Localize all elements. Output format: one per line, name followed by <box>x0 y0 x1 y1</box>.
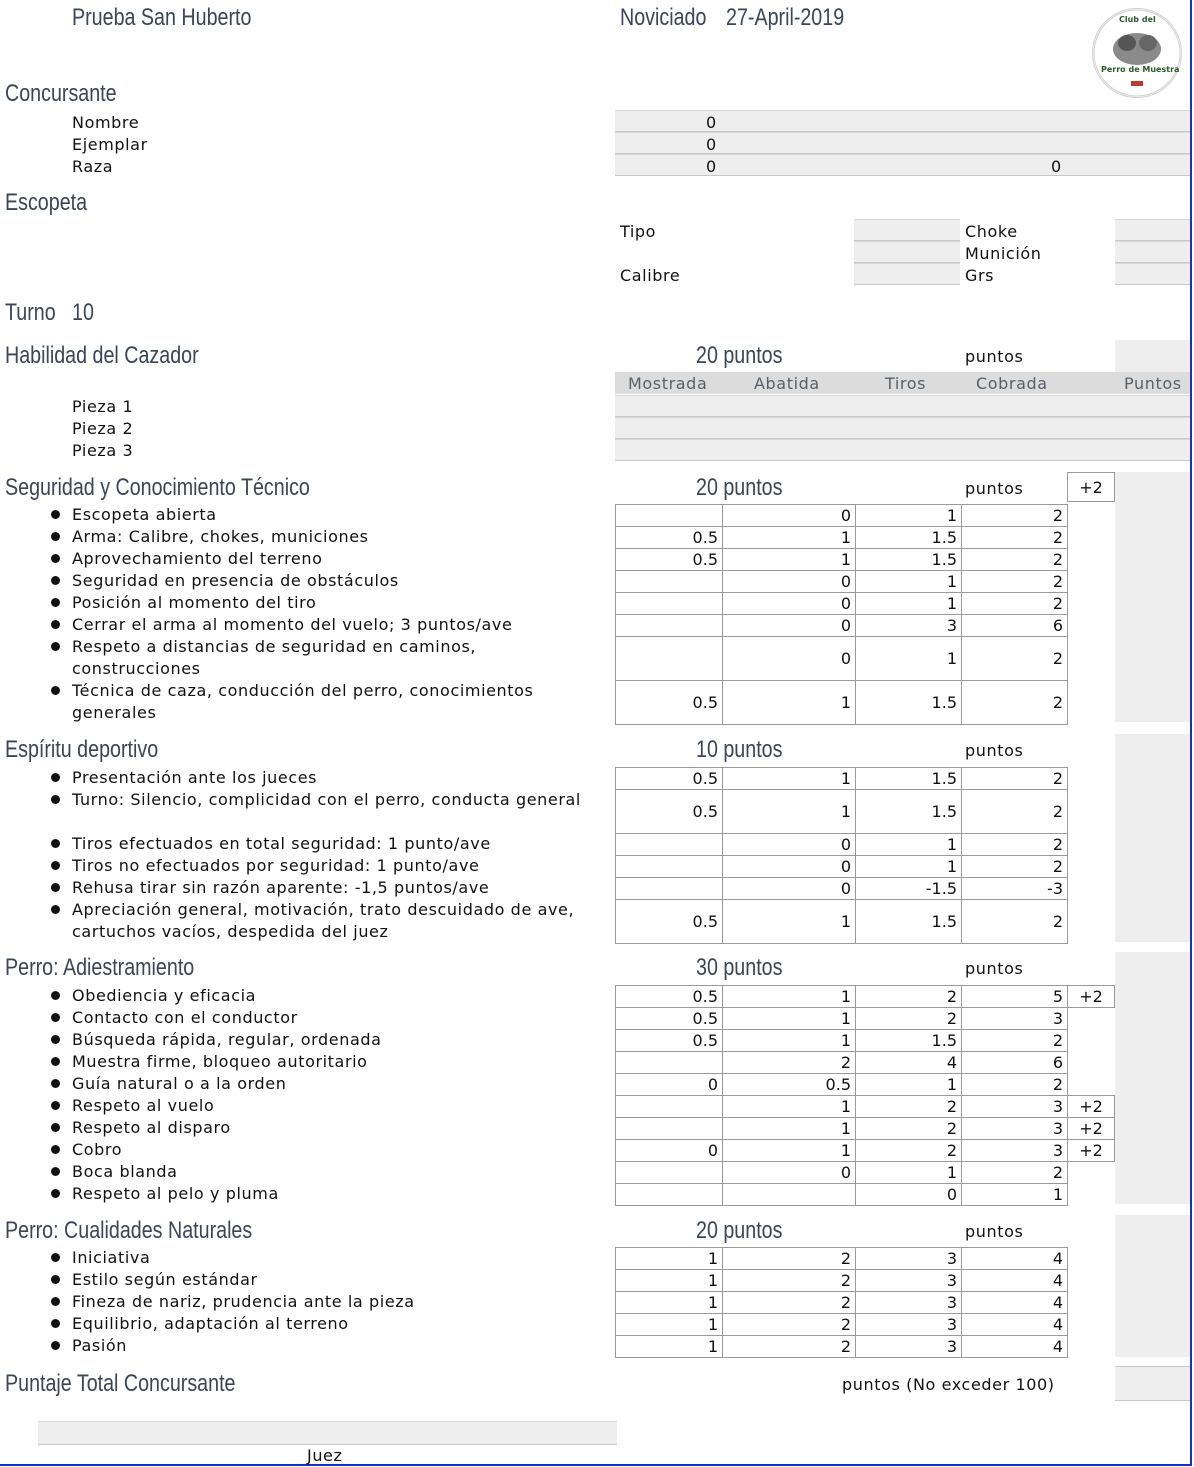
grs-field[interactable] <box>1115 263 1190 285</box>
cualidades-score-option[interactable]: 3 <box>855 1313 962 1336</box>
total-note: puntos (No exceder 100) <box>842 1375 1055 1394</box>
bullet-icon <box>51 532 60 541</box>
adiestramiento-item-label: Contacto con el conductor <box>72 1008 298 1027</box>
juez-signature-field[interactable] <box>38 1421 617 1445</box>
choke-field[interactable] <box>1115 219 1190 241</box>
adiestramiento-bonus[interactable]: +2 <box>1067 1117 1115 1140</box>
adiestramiento-bonus[interactable]: +2 <box>1067 985 1115 1008</box>
espiritu-score-option[interactable]: 1 <box>722 789 856 834</box>
bullet-icon <box>51 1101 60 1110</box>
adiestramiento-score-column[interactable] <box>1115 952 1190 1204</box>
ejemplar-label: Ejemplar <box>72 135 148 154</box>
bullet-icon <box>51 905 60 914</box>
pieza-2-row[interactable] <box>615 417 1190 439</box>
adiestramiento-max: 30 puntos <box>696 954 783 981</box>
col-cobrada: Cobrada <box>976 374 1048 393</box>
adiestramiento-score-option[interactable] <box>615 1051 723 1074</box>
pieza-2-label: Pieza 2 <box>72 419 134 438</box>
adiestramiento-heading: Perro: Adiestramiento <box>5 954 195 981</box>
pieza-1-row[interactable] <box>615 395 1190 417</box>
seguridad-item-label: Respeto a distancias de seguridad en caminos, <box>72 637 477 656</box>
cualidades-score-option[interactable]: 2 <box>722 1313 856 1336</box>
cualidades-score-option[interactable]: 2 <box>722 1291 856 1314</box>
habilidad-puntos-label: puntos <box>965 347 1024 366</box>
adiestramiento-item-label: Muestra firme, bloqueo autoritario <box>72 1052 368 1071</box>
cualidades-score-column[interactable] <box>1115 1215 1190 1357</box>
adiestramiento-item-label: Boca blanda <box>72 1162 178 1181</box>
raza-value: 0 <box>706 157 717 176</box>
adiestramiento-score-option[interactable]: 0.5 <box>615 1007 723 1030</box>
concursante-heading: Concursante <box>5 80 117 107</box>
espiritu-score-option[interactable] <box>615 877 723 900</box>
adiestramiento-score-option[interactable]: 0.5 <box>722 1073 856 1096</box>
cualidades-score-option[interactable]: 3 <box>855 1291 962 1314</box>
bullet-icon <box>51 861 60 870</box>
cualidades-score-option[interactable]: 1 <box>615 1335 723 1358</box>
espiritu-score-option[interactable]: -3 <box>961 877 1068 900</box>
adiestramiento-score-option[interactable]: 1 <box>855 1073 962 1096</box>
form-title: Prueba San Huberto <box>72 4 252 31</box>
bullet-icon <box>51 1079 60 1088</box>
seguridad-score-option[interactable] <box>615 504 723 527</box>
cualidades-puntos-label: puntos <box>965 1222 1024 1241</box>
seguridad-score-option[interactable]: 2 <box>961 504 1068 527</box>
seguridad-score-option[interactable] <box>615 614 723 637</box>
seguridad-item-label: Seguridad en presencia de obstáculos <box>72 571 399 590</box>
seguridad-score-option[interactable]: 0 <box>722 592 856 615</box>
espiritu-item-label: Turno: Silencio, complicidad con el perro, conducta general <box>72 790 581 809</box>
espiritu-item-label: Apreciación general, motivación, trato descuidado de ave, <box>72 900 575 919</box>
cualidades-score-option[interactable]: 4 <box>961 1291 1068 1314</box>
adiestramiento-item-label: Respeto al disparo <box>72 1118 231 1137</box>
adiestramiento-score-option[interactable] <box>615 1161 723 1184</box>
espiritu-score-option[interactable]: 1.5 <box>855 789 962 834</box>
espiritu-score-option[interactable]: 2 <box>961 899 1068 944</box>
seguridad-item-label: Escopeta abierta <box>72 505 217 524</box>
seguridad-score-option[interactable]: 0.5 <box>615 526 723 549</box>
espiritu-item-label: Tiros no efectuados por seguridad: 1 punto/ave <box>72 856 480 875</box>
seguridad-score-option[interactable]: 1.5 <box>855 526 962 549</box>
seguridad-item-label: Cerrar el arma al momento del vuelo; 3 puntos/ave <box>72 615 513 634</box>
cualidades-score-option[interactable]: 2 <box>722 1247 856 1270</box>
adiestramiento-score-option[interactable] <box>722 1183 856 1206</box>
espiritu-item-label-cont: cartuchos vacíos, despedida del juez <box>72 922 389 941</box>
seguridad-score-option[interactable]: 2 <box>961 636 1068 681</box>
nombre-label: Nombre <box>72 113 140 132</box>
espiritu-score-option[interactable]: 0 <box>722 833 856 856</box>
seguridad-score-option[interactable]: 0.5 <box>615 548 723 571</box>
adiestramiento-score-option[interactable]: 6 <box>961 1051 1068 1074</box>
nombre-value: 0 <box>706 113 717 132</box>
adiestramiento-score-option[interactable]: 1 <box>722 1117 856 1140</box>
bullet-icon <box>51 1167 60 1176</box>
cualidades-score-option[interactable]: 1 <box>615 1313 723 1336</box>
seguridad-score-option[interactable] <box>615 636 723 681</box>
adiestramiento-score-option[interactable] <box>615 1183 723 1206</box>
espiritu-score-option[interactable]: 0 <box>722 877 856 900</box>
bullet-icon <box>51 642 60 651</box>
adiestramiento-score-option[interactable]: 2 <box>961 1161 1068 1184</box>
seguridad-score-option[interactable]: 2 <box>961 526 1068 549</box>
municion-label: Munición <box>965 244 1042 263</box>
adiestramiento-score-option[interactable]: 2 <box>961 1073 1068 1096</box>
adiestramiento-bonus[interactable]: +2 <box>1067 1139 1115 1162</box>
bullet-icon <box>51 686 60 695</box>
bullet-icon <box>51 795 60 804</box>
bullet-icon <box>51 1319 60 1328</box>
seguridad-item-label-cont: construcciones <box>72 659 201 678</box>
adiestramiento-score-option[interactable]: 0 <box>615 1073 723 1096</box>
adiestramiento-score-option[interactable]: 1 <box>722 1029 856 1052</box>
espiritu-max: 10 puntos <box>696 736 783 763</box>
espiritu-score-option[interactable]: 2 <box>961 855 1068 878</box>
adiestramiento-score-option[interactable]: 3 <box>961 1095 1068 1118</box>
espiritu-score-option[interactable]: 1.5 <box>855 899 962 944</box>
raza-label: Raza <box>72 157 114 176</box>
pieza-3-label: Pieza 3 <box>72 441 134 460</box>
espiritu-item-label: Tiros efectuados en total seguridad: 1 punto/ave <box>72 834 491 853</box>
adiestramiento-score-option[interactable]: 2 <box>855 1007 962 1030</box>
calibre-label: Calibre <box>620 266 681 285</box>
adiestramiento-score-option[interactable] <box>615 1095 723 1118</box>
bullet-icon <box>51 598 60 607</box>
adiestramiento-score-option[interactable]: 0 <box>722 1161 856 1184</box>
adiestramiento-score-option[interactable]: 1 <box>722 1139 856 1162</box>
espiritu-score-option[interactable]: 2 <box>961 767 1068 790</box>
pieza-1-label: Pieza 1 <box>72 397 134 416</box>
adiestramiento-score-option[interactable]: 0 <box>615 1139 723 1162</box>
juez-label: Juez <box>307 1446 343 1465</box>
cualidades-score-option[interactable]: 1 <box>615 1247 723 1270</box>
espiritu-score-option[interactable]: 0 <box>722 855 856 878</box>
bullet-icon <box>51 773 60 782</box>
seguridad-score-option[interactable]: 1 <box>855 504 962 527</box>
seguridad-score-option[interactable]: 1 <box>722 680 856 725</box>
seguridad-max: 20 puntos <box>696 474 783 501</box>
tipo-field-2[interactable] <box>854 241 960 263</box>
logo-text-top: Club del <box>1119 15 1156 24</box>
raza-value-2: 0 <box>1051 157 1062 176</box>
bullet-icon <box>51 510 60 519</box>
espiritu-score-option[interactable] <box>615 855 723 878</box>
seguridad-score-option[interactable]: 1 <box>855 592 962 615</box>
adiestramiento-score-option[interactable]: 1 <box>961 1183 1068 1206</box>
adiestramiento-item-label: Búsqueda rápida, regular, ordenada <box>72 1030 382 1049</box>
cualidades-score-option[interactable]: 3 <box>855 1247 962 1270</box>
seguridad-score-option[interactable] <box>615 592 723 615</box>
cualidades-score-option[interactable]: 2 <box>722 1269 856 1292</box>
tipo-field[interactable] <box>854 219 960 241</box>
espiritu-score-option[interactable]: 1 <box>855 833 962 856</box>
adiestramiento-score-option[interactable]: 2 <box>961 1029 1068 1052</box>
adiestramiento-score-option[interactable]: 3 <box>961 1117 1068 1140</box>
cualidades-score-option[interactable]: 3 <box>855 1269 962 1292</box>
bullet-icon <box>51 991 60 1000</box>
seguridad-score-option[interactable]: 3 <box>855 614 962 637</box>
seguridad-score-option[interactable]: 2 <box>961 680 1068 725</box>
bullet-icon <box>51 576 60 585</box>
date-label: 27-April-2019 <box>726 4 845 31</box>
adiestramiento-score-option[interactable]: 0.5 <box>615 985 723 1008</box>
adiestramiento-score-option[interactable]: 2 <box>722 1051 856 1074</box>
seguridad-score-column[interactable] <box>1115 472 1190 722</box>
adiestramiento-score-option[interactable]: 0.5 <box>615 1029 723 1052</box>
cualidades-item-label: Fineza de nariz, prudencia ante la pieza <box>72 1292 415 1311</box>
cualidades-score-option[interactable]: 1 <box>615 1269 723 1292</box>
seguridad-item-label: Aprovechamiento del terreno <box>72 549 323 568</box>
seguridad-item-label: Arma: Calibre, chokes, municiones <box>72 527 369 546</box>
bullet-icon <box>51 1057 60 1066</box>
cualidades-max: 20 puntos <box>696 1217 783 1244</box>
ejemplar-field[interactable] <box>615 132 1190 154</box>
cualidades-score-option[interactable]: 3 <box>855 1335 962 1358</box>
seguridad-score-option[interactable]: 0 <box>722 504 856 527</box>
seguridad-puntos-label: puntos <box>965 479 1024 498</box>
cualidades-score-option[interactable]: 4 <box>961 1313 1068 1336</box>
espiritu-score-option[interactable]: 1 <box>722 767 856 790</box>
choke-label: Choke <box>965 222 1018 241</box>
adiestramiento-bonus[interactable]: +2 <box>1067 1095 1115 1118</box>
nombre-field[interactable] <box>615 110 1190 132</box>
adiestramiento-score-option[interactable]: 5 <box>961 985 1068 1008</box>
seguridad-score-option[interactable]: 1.5 <box>855 548 962 571</box>
raza-field[interactable] <box>615 154 1190 176</box>
adiestramiento-score-option[interactable]: 2 <box>855 1139 962 1162</box>
espiritu-item-label: Rehusa tirar sin razón aparente: -1,5 puntos/ave <box>72 878 490 897</box>
bullet-icon <box>51 620 60 629</box>
total-score-field[interactable] <box>1115 1366 1190 1401</box>
bullet-icon <box>51 1297 60 1306</box>
seguridad-score-option[interactable]: 0.5 <box>615 680 723 725</box>
seguridad-score-option[interactable]: 2 <box>961 548 1068 571</box>
adiestramiento-score-option[interactable]: 1.5 <box>855 1029 962 1052</box>
cualidades-score-option[interactable]: 4 <box>961 1335 1068 1358</box>
cualidades-score-option[interactable]: 1 <box>615 1291 723 1314</box>
pieza-3-row[interactable] <box>615 439 1190 461</box>
tipo-label: Tipo <box>620 222 657 241</box>
escopeta-heading: Escopeta <box>5 189 88 216</box>
seguridad-score-option[interactable]: 2 <box>961 592 1068 615</box>
bullet-icon <box>51 1341 60 1350</box>
bullet-icon <box>51 1145 60 1154</box>
total-heading: Puntaje Total Concursante <box>5 1370 236 1397</box>
col-abatida: Abatida <box>754 374 820 393</box>
seguridad-bonus: +2 <box>1067 472 1115 502</box>
habilidad-score-field[interactable] <box>1115 340 1190 372</box>
cualidades-item-label: Equilibrio, adaptación al terreno <box>72 1314 349 1333</box>
adiestramiento-item-label: Respeto al vuelo <box>72 1096 215 1115</box>
espiritu-score-option[interactable]: 1 <box>855 855 962 878</box>
seguridad-score-option[interactable]: 1 <box>722 548 856 571</box>
espiritu-item-label: Presentación ante los jueces <box>72 768 318 787</box>
espiritu-score-option[interactable]: 2 <box>961 833 1068 856</box>
seguridad-heading: Seguridad y Conocimiento Técnico <box>5 474 310 501</box>
espiritu-heading: Espíritu deportivo <box>5 736 159 763</box>
espiritu-puntos-label: puntos <box>965 741 1024 760</box>
seguridad-item-label-cont: generales <box>72 703 157 722</box>
cualidades-item-label: Estilo según estándar <box>72 1270 258 1289</box>
adiestramiento-score-option[interactable]: 1 <box>722 1007 856 1030</box>
cualidades-item-label: Iniciativa <box>72 1248 151 1267</box>
bullet-icon <box>51 1253 60 1262</box>
adiestramiento-score-option[interactable]: 1 <box>722 985 856 1008</box>
seguridad-score-option[interactable]: 6 <box>961 614 1068 637</box>
seguridad-score-option[interactable]: 2 <box>961 570 1068 593</box>
habilidad-column-header <box>615 372 1190 394</box>
adiestramiento-item-label: Guía natural o a la orden <box>72 1074 287 1093</box>
ejemplar-value: 0 <box>706 135 717 154</box>
bullet-icon <box>51 1013 60 1022</box>
bullet-icon <box>51 554 60 563</box>
adiestramiento-score-option[interactable]: 1 <box>855 1161 962 1184</box>
adiestramiento-score-option[interactable]: 2 <box>855 1095 962 1118</box>
adiestramiento-score-option[interactable]: 1 <box>722 1095 856 1118</box>
logo-text-bottom: Perro de Muestra <box>1101 65 1180 74</box>
category-label: Noviciado <box>620 4 707 31</box>
bullet-icon <box>51 883 60 892</box>
seguridad-score-option[interactable]: 1 <box>855 636 962 681</box>
turno-label: Turno <box>5 299 56 326</box>
col-puntos: Puntos <box>1124 374 1182 393</box>
seguridad-score-option[interactable] <box>615 570 723 593</box>
bullet-icon <box>51 1035 60 1044</box>
col-tiros: Tiros <box>885 374 927 393</box>
espiritu-score-column[interactable] <box>1115 734 1190 942</box>
seguridad-score-option[interactable]: 0 <box>722 614 856 637</box>
habilidad-heading: Habilidad del Cazador <box>5 342 199 369</box>
adiestramiento-item-label: Obediencia y eficacia <box>72 986 257 1005</box>
adiestramiento-score-option[interactable]: 3 <box>961 1139 1068 1162</box>
adiestramiento-score-option[interactable]: 0 <box>855 1183 962 1206</box>
bullet-icon <box>51 839 60 848</box>
cualidades-heading: Perro: Cualidades Naturales <box>5 1217 253 1244</box>
adiestramiento-score-option[interactable]: 4 <box>855 1051 962 1074</box>
seguridad-score-option[interactable]: 1 <box>722 526 856 549</box>
cualidades-score-option[interactable]: 4 <box>961 1269 1068 1292</box>
cualidades-score-option[interactable]: 2 <box>722 1335 856 1358</box>
seguridad-score-option[interactable]: 0 <box>722 636 856 681</box>
adiestramiento-item-label: Cobro <box>72 1140 123 1159</box>
seguridad-score-option[interactable]: 1.5 <box>855 680 962 725</box>
cualidades-item-label: Pasión <box>72 1336 128 1355</box>
adiestramiento-score-option[interactable]: 2 <box>855 985 962 1008</box>
adiestramiento-score-option[interactable]: 2 <box>855 1117 962 1140</box>
habilidad-max: 20 puntos <box>696 342 783 369</box>
espiritu-score-option[interactable]: 0.5 <box>615 789 723 834</box>
seguridad-score-option[interactable]: 0 <box>722 570 856 593</box>
espiritu-score-option[interactable]: 0.5 <box>615 767 723 790</box>
bullet-icon <box>51 1189 60 1198</box>
seguridad-score-option[interactable]: 1 <box>855 570 962 593</box>
calibre-field[interactable] <box>854 263 960 285</box>
adiestramiento-score-option[interactable] <box>615 1117 723 1140</box>
espiritu-score-option[interactable]: -1.5 <box>855 877 962 900</box>
seguridad-item-label: Posición al momento del tiro <box>72 593 317 612</box>
grs-label: Grs <box>965 266 995 285</box>
bullet-icon <box>51 1123 60 1132</box>
espiritu-score-option[interactable]: 2 <box>961 789 1068 834</box>
col-mostrada: Mostrada <box>628 374 708 393</box>
bullet-icon <box>51 1275 60 1284</box>
cualidades-score-option[interactable]: 4 <box>961 1247 1068 1270</box>
espiritu-score-option[interactable] <box>615 833 723 856</box>
adiestramiento-item-label: Respeto al pelo y pluma <box>72 1184 279 1203</box>
espiritu-score-option[interactable]: 1 <box>722 899 856 944</box>
turno-value: 10 <box>72 299 94 326</box>
adiestramiento-puntos-label: puntos <box>965 959 1024 978</box>
adiestramiento-score-option[interactable]: 3 <box>961 1007 1068 1030</box>
espiritu-score-option[interactable]: 0.5 <box>615 899 723 944</box>
club-logo <box>1092 8 1182 98</box>
seguridad-item-label: Técnica de caza, conducción del perro, conocimientos <box>72 681 534 700</box>
espiritu-score-option[interactable]: 1.5 <box>855 767 962 790</box>
municion-field[interactable] <box>1115 241 1190 263</box>
